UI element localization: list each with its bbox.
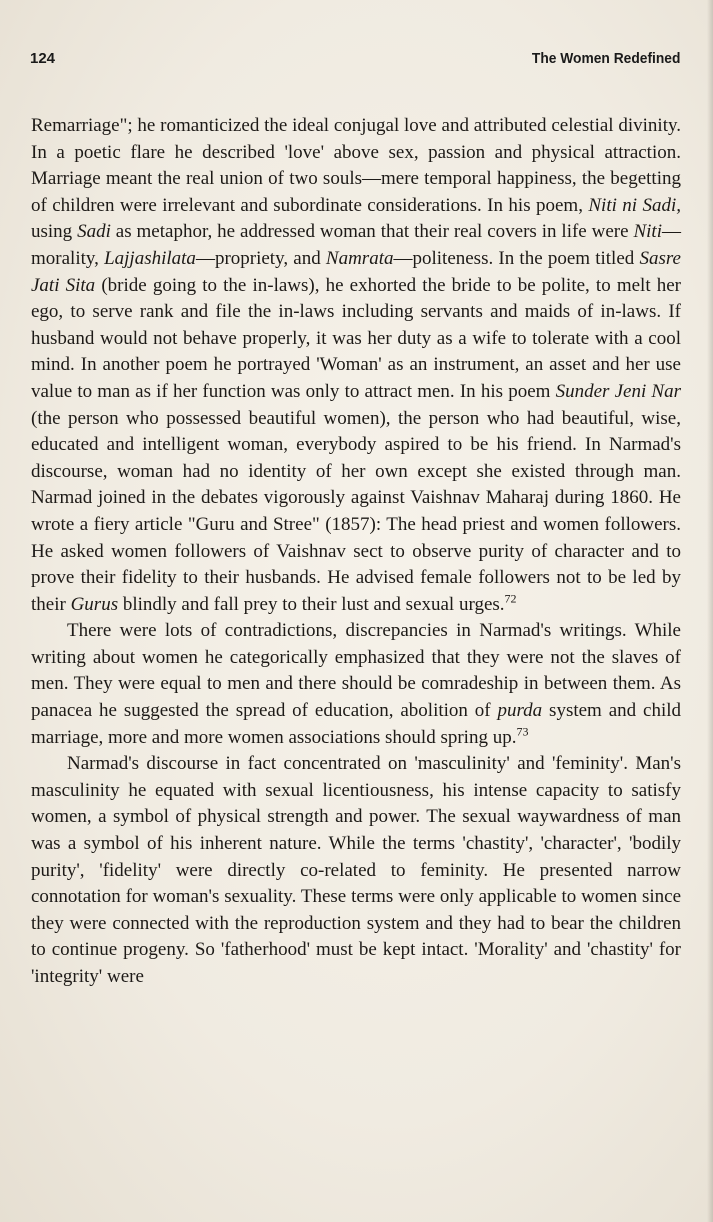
text-run: using — [31, 221, 78, 243]
italic-term: purda — [497, 700, 543, 722]
text-run: as metaphor, he addressed woman that their real covers in life were — [110, 221, 634, 243]
italic-term: Gurus — [70, 593, 119, 615]
text-run: (bride going to the in-laws), he exhorted the bride to be polite, to melt her ego, to serve rank and file the in-laws including servants and maids of in-laws. If husband would not behave properly, it was her duty as a wife to tolerate with a cool mind. In another poem he portrayed 'Woman' as an instrument, an asset and her use value to man as if her function was only to attract men. In his poem — [31, 274, 681, 402]
paragraph — [31, 113, 681, 618]
text-run: system and child marriage, more and more women associations should spring up. — [31, 700, 682, 748]
footnote-ref: 72 — [504, 591, 517, 606]
text-run: (the person who possessed beautiful women), the person who had beautiful, wise, educated and intelligent woman, everybody aspired to be his friend. In Narmad's discourse, woman had no identity of her own except she existed through man. Narmad joined in the debates vigorously against Vaishnav Maharaj during 1860. He wrote a fiery article "Guru and Stree" (1857): The head priest and women followers. He asked women followers of Vaishnav sect to observe purity of character and to prove their fidelity to their husbands. He advised female followers not to be led by their — [31, 407, 681, 615]
text-run: There were lots of contradictions, discrepancies in Narmad's writings. While writing about women he categorically emphasized that they were not the slaves of men. They were equal to men and there should be comradeship in between them. As panacea he suggested the spread of education, abolition of — [31, 620, 681, 722]
italic-term: Niti — [633, 221, 662, 243]
italic-term: Niti ni Sadi, — [588, 194, 681, 216]
italic-term: Lajjashilata — [104, 247, 196, 269]
running-title: The Women Redefined — [531, 50, 680, 67]
paragraph — [31, 618, 681, 751]
text-run: blindly and fall prey to their lust and sexual urges. — [118, 593, 505, 615]
italic-term: Namrata — [325, 247, 394, 269]
italic-term: Sasre Jati Sita — [31, 247, 681, 296]
text-run: —morality, — [31, 221, 681, 269]
text-run: —politeness. In the poem titled — [393, 247, 640, 269]
text-run: —propriety, and — [195, 247, 326, 269]
page-number: 124 — [30, 50, 56, 67]
paragraph — [31, 751, 681, 990]
running-head — [30, 50, 680, 74]
text-run: Narmad's discourse in fact concentrated on 'masculinity' and 'feminity'. Man's masculinity he equated with sexual licentiousness, his intense capacity to satisfy women, a symbol of physical strength and power. The sexual waywardness of man was a symbol of his inherent nature. While the terms 'chastity', 'character', 'bodily purity', 'fidelity' were directly co-related to feminity. He presented narrow connotation for woman's sexuality. These terms were only applicable to women since they were connected with the reproduction system and they had to bear the children to continue progeny. So 'fatherhood' must be kept intact. 'Morality' and 'chastity' for 'integrity' were — [31, 753, 681, 987]
text-run: Remarriage"; he romanticized the ideal conjugal love and attributed celestial divinity. In a poetic flare he described 'love' above sex, passion and physical attraction. Marriage meant the real union of two souls—mere temporal happiness, the begetting of children were irrelevant and subordinate considerations. In his poem, — [31, 115, 681, 216]
footnote-ref: 73 — [516, 724, 529, 739]
italic-term: Sadi — [77, 221, 111, 243]
italic-term: Sunder Jeni Nar — [555, 380, 681, 402]
body-text — [31, 113, 681, 991]
page-edge-shadow — [707, 0, 713, 1222]
